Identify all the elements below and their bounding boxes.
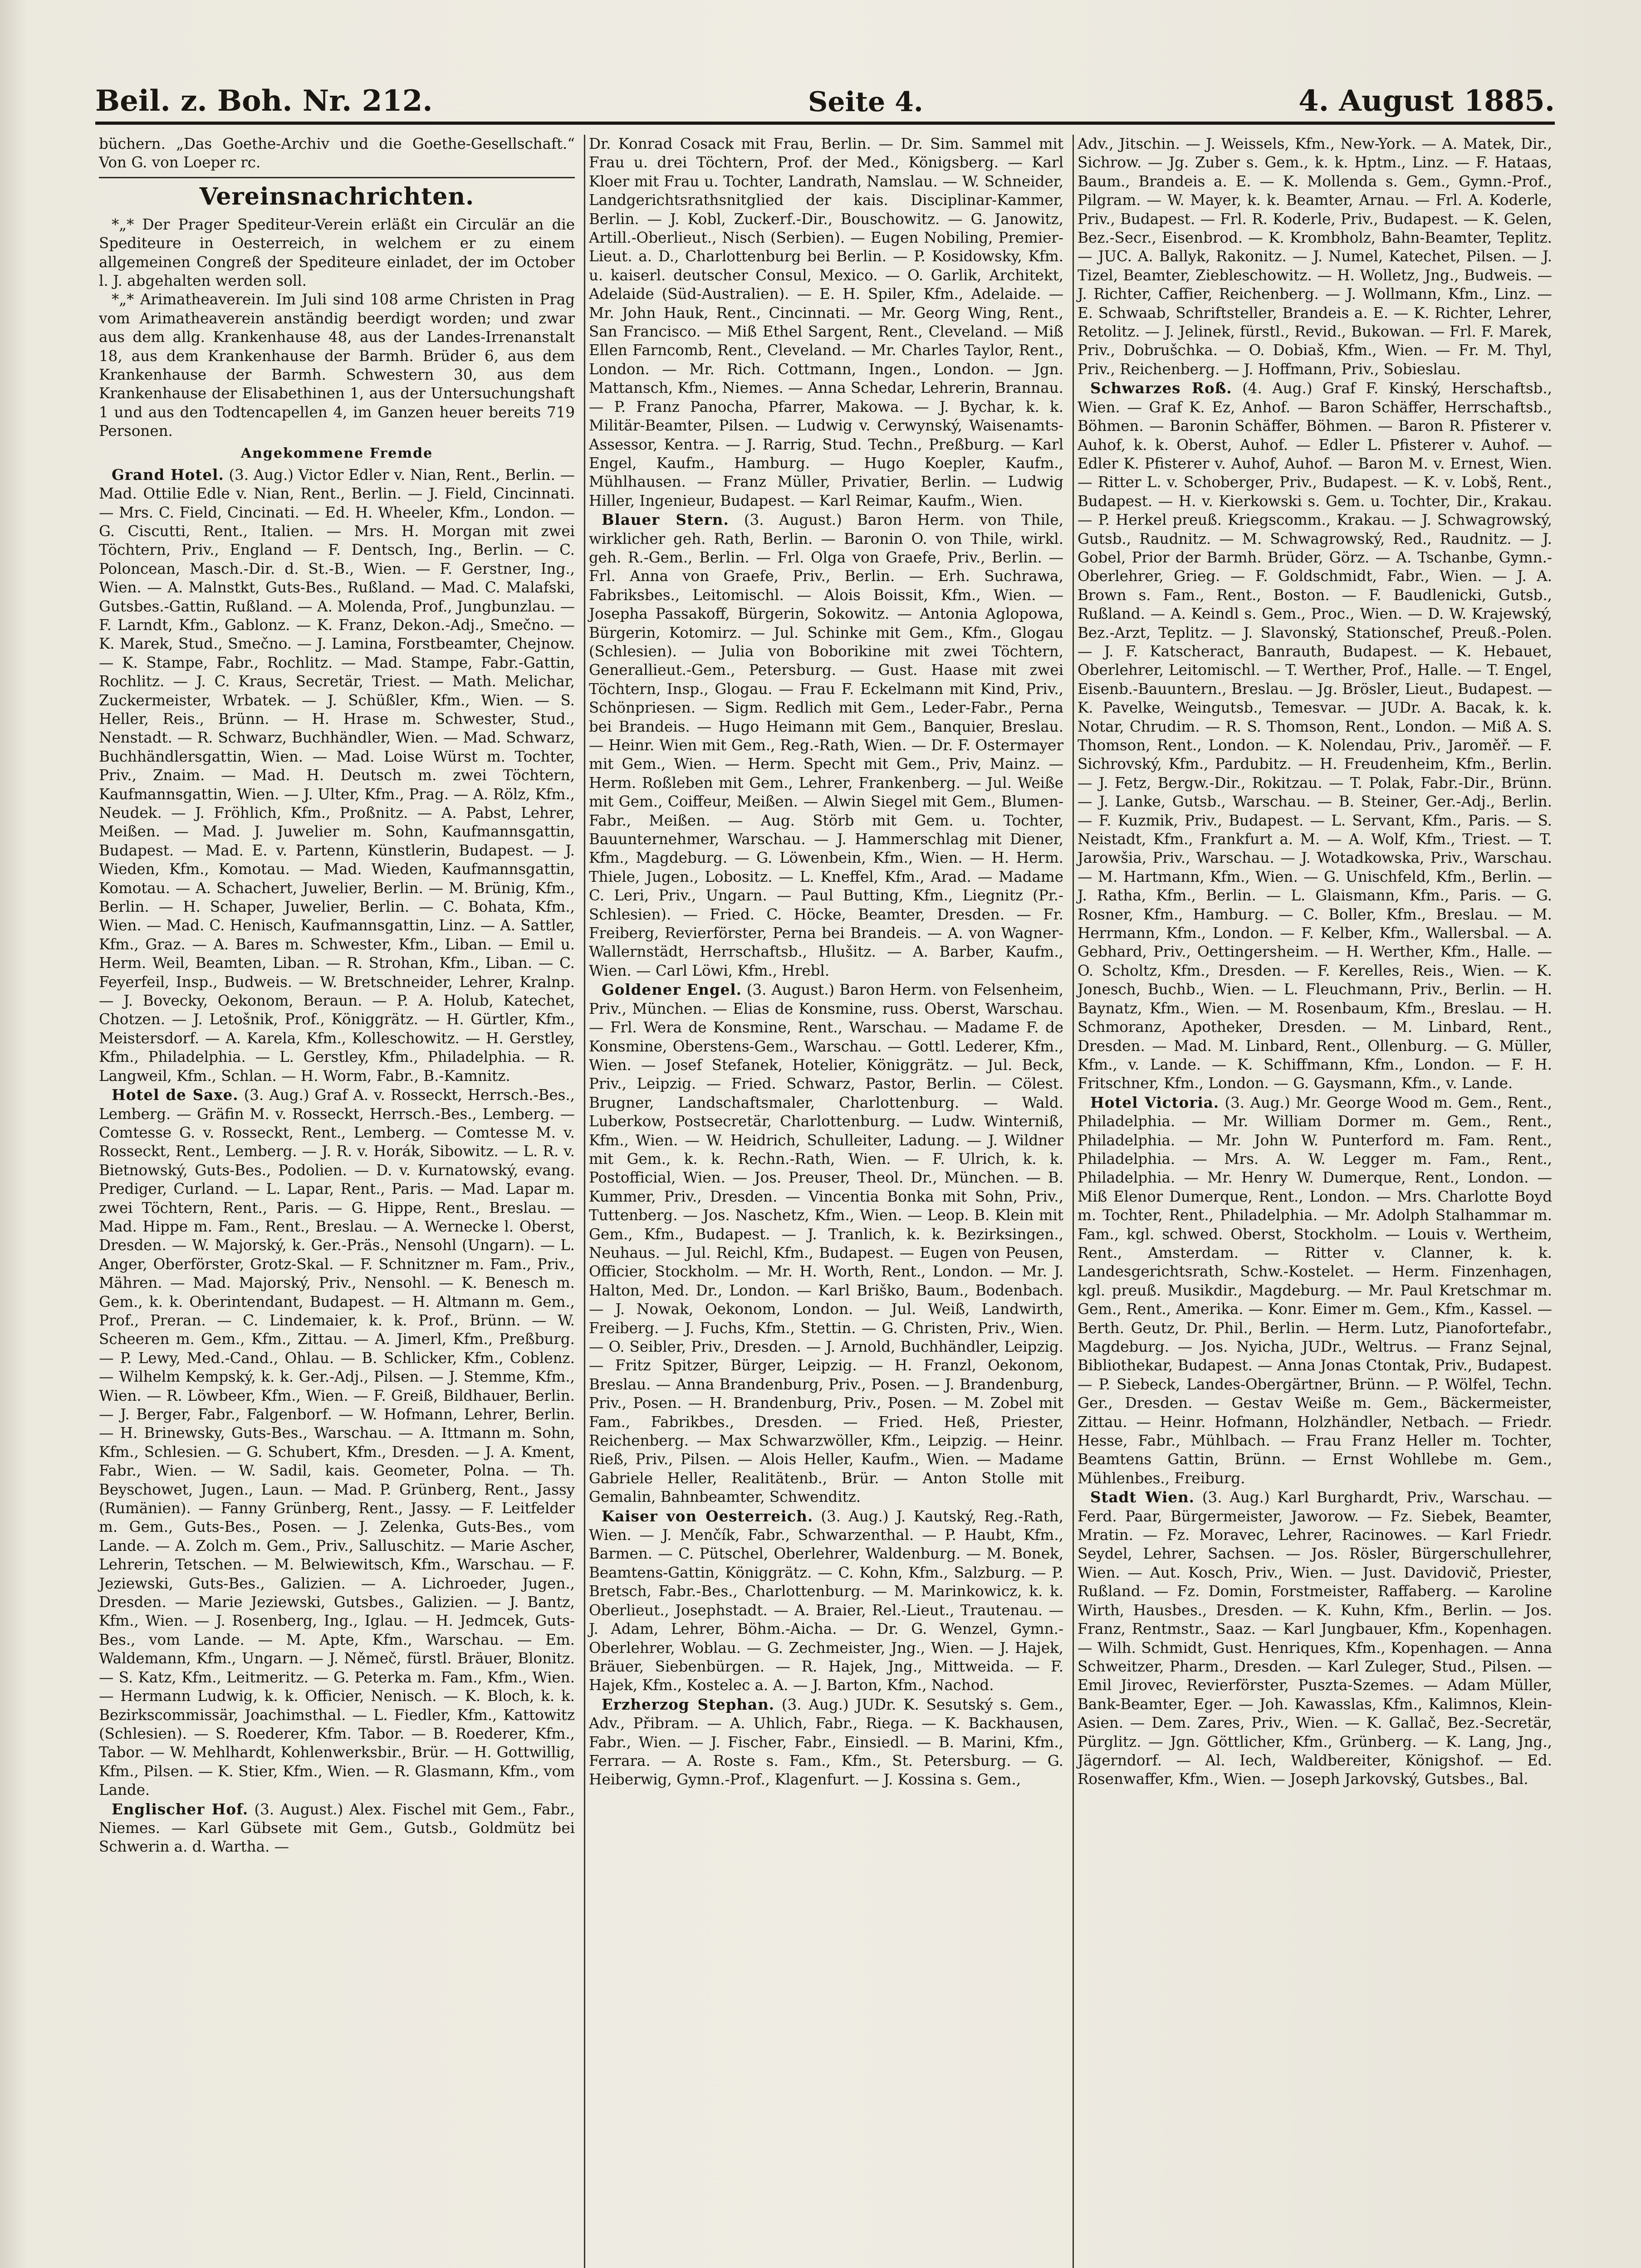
hotel-name: Stadt Wien. — [1090, 1488, 1195, 1506]
guest-list-continued: Adv., Jitschin. — J. Weissels, Kfm., New-York. — A. Matek, Dir., Sichrow. — Jg. Zuber s. Gem., k. k. Hptm., Linz. — F. Hataas, Baum., Brandeis a. E. — K. Mollenda s. Gem., Gymn.-Prof., Pilgram. — W. Mayer, k. k. Beamter, Arnau. — Frl. A. Koderle, Priv., Budapest. — Frl. R. Koderle, Priv., Budapest. — K. Gelen, Bez.-Secr., Eisenbrod. — K. Krombholz, Bahn-Beamter, Teplitz. — JUC. A. Ballyk, Rakonitz. — J. Numel, Katechet, Pilsen. — J. Tizel, Beamter, Ziebleschowitz. — H. Wolletz, Jng., Budweis. — J. Richter, Caffier, Reichenberg. — J. Wollmann, Kfm., Linz. — E. Schwaab, Schriftsteller, Brandeis a. E. — K. Richter, Lehrer, Retolitz. — J. Jelinek, fürstl., Revid., Bukowan. — Frl. F. Marek, Priv., Dobrušchka. — O. Dobiaš, Kfm., Wien. — Fr. M. Thyl, Priv., Reichenberg. — J. Hoffmann, Priv., Sobieslau. — [1078, 135, 1552, 378]
hotel-entry — [589, 1507, 1063, 1695]
hotel-name: Blauer Stern. — [602, 511, 729, 529]
hotel-guests: (3. Aug.) Karl Burghardt, Priv., Warschau. — Ferd. Paar, Bürgermeister, Jaworow. — Fz. Siebek, Beamter, Mratin. — Fz. Moravec, Lehrer, Racinowes. — Karl Friedr. Seydel, Lehrer, Sachsen. — Jos. Rösler, Bürgerschullehrer, Wien. — Aut. Kosch, Priv., Wien. — Just. Davidovič, Priester, Rußland. — Fz. Domin, Forstmeister, Raffaberg. — Karoline Wirth, Hausbes., Dresden. — K. Kuhn, Kfm., Berlin. — Jos. Franz, Rentmstr., Saaz. — Karl Jungbauer, Kfm., Kopenhagen. — Wilh. Schmidt, Gust. Henriques, Kfm., Kopenhagen. — Anna Schweitzer, Pharm., Dresden. — Karl Zuleger, Stud., Pilsen. — Emil Jirovec, Revierförster, Puszta-Szemes. — Adam Müller, Bank-Beamter, Eger. — Joh. Kawasslas, Kfm., Kalimnos, Klein-Asien. — Dem. Zares, Priv., Wien. — K. Gallač, Bez.-Secretär, Pürglitz. — Jgn. Göttlicher, Kfm., Grünberg. — K. Lang, Jng., Jägerndorf. — Al. Iech, Waldbereiter, Königshof. — Ed. Rosenwaffer, Kfm., Wien. — Joseph Jarkovský, Gutsbes., Bal. — [1078, 1489, 1552, 1788]
hotel-guests: (3. Aug.) Victor Edler v. Nian, Rent., Berlin. — Mad. Ottilie Edle v. Nian, Rent., Berlin. — J. Field, Cincinnati. — Mrs. C. Field, Cincinati. — Ed. H. Wheeler, Kfm., London. — G. Ciscutti, Rent., Italien. — Mrs. H. Morgan mit zwei Töchtern, Priv., England — F. Dentsch, Ing., Berlin. — C. Poloncean, Masch.-Dir. d. St.-B., Wien. — F. Gerstner, Ing., Wien. — A. Malnstkt, Guts-Bes., Rußland. — Mad. C. Malafski, Gutsbes.-Gattin, Rußland. — A. Molenda, Prof., Jungbunzlau. — F. Larndt, Kfm., Gablonz. — K. Franz, Dekon.-Adj., Smečno. — K. Marek, Stud., Smečno. — J. Lamina, Forstbeamter, Chejnow. — K. Stampe, Fabr., Rochlitz. — Mad. Stampe, Fabr.-Gattin, Rochlitz. — J. C. Kraus, Secretär, Triest. — Math. Melichar, Zuckermeister, Wrbatek. — J. Schüßler, Kfm., Wien. — S. Heller, Reis., Brünn. — H. Hrase m. Schwester, Stud., Nenstadt. — R. Schwarz, Buchhändler, Wien. — Mad. Schwarz, Buchhändlersgattin, Wien. — Mad. Loise Würst m. Tochter, Priv., Znaim. — Mad. H. Deutsch m. zwei Töchtern, Kaufmannsgattin, Wien. — J. Ulter, Kfm., Prag. — A. Rölz, Kfm., Neudek. — J. Fröhlich, Kfm., Proßnitz. — A. Pabst, Lehrer, Meißen. — Mad. J. Juwelier m. Sohn, Kaufmannsgattin, Budapest. — Mad. E. v. Partenn, Künstlerin, Budapest. — J. Wieden, Kfm., Komotau. — Mad. Wieden, Kaufmannsgattin, Komotau. — A. Schachert, Juwelier, Berlin. — M. Brünig, Kfm., Berlin. — H. Schaper, Juwelier, Berlin. — C. Bohata, Kfm., Wien. — Mad. C. Henisch, Kaufmannsgattin, Linz. — A. Sattler, Kfm., Graz. — A. Bares m. Schwester, Kfm., Liban. — Emil u. Herm. Weil, Beamten, Liban. — R. Strohan, Kfm., Liban. — C. Feyerfeil, Insp., Budweis. — W. Bretschneider, Lehrer, Kralnp. — J. Bovecky, Oekonom, Beraun. — P. A. Holub, Katechet, Chotzen. — J. Letošnik, Prof., Königgrätz. — H. Gürtler, Kfm., Meistersdorf. — A. Karela, Kfm., Kolleschowitz. — H. Gerstley, Kfm., Philadelphia. — L. Gerstley, Kfm., Philadelphia. — R. Langweil, Kfm., Schlan. — H. Worm, Fabr., B.-Kamnitz. — [99, 466, 575, 1085]
column-1 — [95, 135, 578, 2268]
hotel-entry — [99, 1085, 575, 1799]
hotel-guests: (3. August.) Baron Herm. von Felsenheim, Priv., München. — Elias de Konsmine, russ. Oberst, Warschau. — Frl. Wera de Konsmine, Rent., Warschau. — Madame F. de Konsmine, Oberstens-Gem., Warschau. — Gottl. Lederer, Kfm., Wien. — Josef Stefanek, Hotelier, Königgrätz. — Jul. Beck, Priv., Leipzig. — Fried. Schwarz, Pastor, Berlin. — Cölest. Brugner, Landschaftsmaler, Charlottenburg. — Wald. Luberkow, Postsecretär, Charlottenburg. — Ludw. Winterniß, Kfm., Wien. — W. Heidrich, Schulleiter, Ladung. — J. Wildner mit Gem., k. k. Rechn.-Rath, Wien. — F. Ulrich, k. k. Postofficial, Wien. — Jos. Preuser, Theol. Dr., München. — B. Kummer, Priv., Dresden. — Vincentia Bonka mit Sohn, Priv., Tuttenberg. — Jos. Naschetz, Kfm., Wien. — Leop. B. Klein mit Gem., Kfm., Budapest. — J. Tranlich, k. k. Bezirksingen., Neuhaus. — Jul. Reichl, Kfm., Budapest. — Eugen von Peusen, Officier, Stockholm. — Mr. H. Worth, Rent., London. — Mr. J. Halton, Med. Dr., London. — Karl Briško, Baum., Bodenbach. — J. Nowak, Oekonom, London. — Jul. Weiß, Landwirth, Freiberg. — J. Fuchs, Kfm., Stettin. — G. Christen, Priv., Wien. — O. Seibler, Priv., Dresden. — J. Arnold, Buchhändler, Leipzig. — Fritz Spitzer, Bürger, Leipzig. — H. Franzl, Oekonom, Breslau. — Anna Brandenburg, Priv., Posen. — J. Brandenburg, Priv., Posen. — H. Brandenburg, Priv., Posen. — M. Zobel mit Fam., Fabrikbes., Dresden. — Fried. Heß, Priester, Reichenberg. — Max Schwarzwöller, Kfm., Leipzig. — Heinr. Rieß, Priv., Pilsen. — Alois Heller, Kaufm., Wien. — Madame Gabriele Heller, Realitätenb., Brür. — Anton Stolle mit Gemalin, Bahnbeamter, Schwenditz. — [589, 981, 1063, 1506]
hotel-entry — [1078, 379, 1552, 1093]
notice-arimathea: *„* Arimatheaverein. Im Juli sind 108 arme Christen in Prag vom Arimatheaverein anständig beerdigt worden; und zwar aus dem allg. Krankenhause 48, aus der Landes-Irrenanstalt 18, aus dem Krankenhause der Barmh. Brüder 6, aus dem Krankenhause der Barmh. Schwestern 30, aus dem Krankenhause der Elisabethinen 1, aus der Untersuchungshaft 1 und aus den Todtencapellen 4, im Ganzen heuer bereits 719 Personen. — [99, 291, 575, 440]
hotel-name: Kaiser von Oesterreich. — [602, 1507, 813, 1525]
issue-label: Beil. z. Boh. Nr. 212. — [95, 84, 433, 118]
hotel-guests: (3. Aug.) Mr. George Wood m. Gem., Rent., Philadelphia. — Mr. William Dormer m. Gem., Rent., Philadelphia. — Mr. John W. Punterford m. Fam. Rent., Philadelphia. — Mrs. A. W. Legger m. Fam., Rent., Philadelphia. — Mr. Henry W. Dumerque, Rent., London. — Miß Elenor Dumerque, Rent., London. — Mrs. Charlotte Boyd m. Tochter, Rent., Philadelphia. — Mr. Adolph Stalhammar m. Fam., kgl. schwed. Oberst, Stockholm. — Louis v. Wertheim, Rent., Amsterdam. — Ritter v. Clanner, k. k. Landesgerichtsrath, Schw.-Kostelet. — Herm. Finzenhagen, kgl. preuß. Musikdir., Magdeburg. — Mr. Paul Kretschmar m. Gem., Rent., Amerika. — Konr. Eimer m. Gem., Kfm., Kassel. — Berth. Geutz, Dr. Phil., Berlin. — Herm. Lutz, Pianofortefabr., Magdeburg. — Jos. Nyicha, JUDr., Weltrus. — Franz Sejnal, Bibliothekar, Budapest. — Anna Jonas Ctontak, Priv., Budapest. — P. Siebeck, Landes-Obergärtner, Brünn. — P. Wölfel, Techn. Ger., Dresden. — Gestav Weiße m. Gem., Bäckermeister, Zittau. — Heinr. Hofmann, Holzhändler, Netbach. — Friedr. Hesse, Fabr., Mühlbach. — Frau Franz Heller m. Tochter, Beamtens Gattin, Brünn. — Ernst Wohllebe m. Gem., Mühlenbes., Freiburg. — [1078, 1094, 1553, 1487]
issue-date: 4. August 1885. — [1298, 84, 1555, 118]
hotel-guests: (3. Aug.) JUDr. K. Sesutský s. Gem., Adv., Přibram. — A. Uhlich, Fabr., Riega. — K. Backhausen, Fabr., Wien. — J. Fischer, Fabr., Einsiedl. — B. Marini, Kfm., Ferrara. — A. Roste s. Fam., Kfm., St. Petersburg. — G. Heiberwig, Gymn.-Prof., Klagenfurt. — J. Kossina s. Gem., — [589, 1696, 1063, 1789]
notice-spediteur: *„* Der Prager Spediteur-Verein erläßt ein Circulär an die Spediteure in Oesterreich, in welchem er zu einem allgemeinen Congreß der Spediteure einladet, der im October l. J. abgehalten werden soll. — [99, 215, 575, 290]
arrivals-title: Angekommene Fremde — [240, 445, 433, 461]
hotel-entry — [99, 465, 575, 1085]
hotel-entry — [589, 1695, 1063, 1789]
hotel-entry — [1078, 1093, 1552, 1488]
hotel-name: Erzherzog Stephan. — [602, 1695, 775, 1713]
hotel-name: Grand Hotel. — [112, 465, 224, 484]
hotel-guests: (3. August.) Alex. Fischel mit Gem., Fabr., Niemes. — Karl Gübsete mit Gem., Gutsb., Goldmütz bei Schwerin a. d. Wartha. — — [99, 1800, 575, 1856]
section-title: Vereinsnachrichten. — [199, 182, 475, 210]
hotel-name: Hotel Victoria. — [1090, 1093, 1220, 1111]
guest-list-continued: Dr. Konrad Cosack mit Frau, Berlin. — Dr. Sim. Sammel mit Frau u. drei Töchtern, Prof. der Med., Königsberg. — Karl Kloer mit Frau u. Tochter, Landrath, Namslau. — W. Schneider, Landgerichtsrathsnitglied der kais. Disciplinar-Kammer, Berlin. — J. Kobl, Zuckerf.-Dir., Bouschowitz. — G. Janowitz, Artill.-Oberlieut., Nisch (Serbien). — Eugen Nobiling, Premier-Lieut. a. D., Charlottenburg bei Berlin. — P. Kosidowsky, Kfm. u. kaiserl. deutscher Consul, Mexico. — O. Garlik, Architekt, Adelaide (Süd-Australien). — E. H. Spiler, Kfm., Adelaide. — Mr. John Hauk, Rent., Cincinnati. — Mr. Georg Wing, Rent., San Francisco. — Miß Ethel Sargent, Rent., Cleveland. — Miß Ellen Farncomb, Rent., Cleveland. — Mr. Charles Taylor, Rent., London. — Mr. Rich. Cottmann, Ingen., London. — Jgn. Mattansch, Kfm., Niemes. — Anna Schedar, Lehrerin, Brannau. — P. Franz Panocha, Pfarrer, Makowa. — J. Bychar, k. k. Militär-Beamter, Pilsen. — Ludwig v. Cerwynský, Waisenamts-Assessor, Kentra. — J. Rarrig, Stud. Techn., Preßburg. — Karl Engel, Kaufm., Hamburg. — Hugo Koepler, Kaufm., Mühlhausen. — Franz Müller, Privatier, Berlin. — Ludwig Hiller, Ingenieur, Budapest. — Karl Reimar, Kaufm., Wien. — [589, 135, 1063, 509]
column-3 — [1073, 135, 1556, 2268]
hotel-guests: (3. Aug.) J. Kautský, Reg.-Rath, Wien. — J. Menčík, Fabr., Schwarzenthal. — P. Haubt, Kfm., Barmen. — C. Pütschel, Oberlehrer, Waldenburg. — M. Bonek, Beamtens-Gattin, Königgrätz. — C. Kohn, Kfm., Salzburg. — P. Bretsch, Fabr.-Bes., Charlottenburg. — M. Marinkowicz, k. k. Oberlieut., Josephstadt. — A. Braier, Rel.-Lieut., Trautenau. — J. Adam, Lehrer, Böhm.-Aicha. — Dr. G. Wenzel, Gymn.-Oberlehrer, Woblau. — G. Zechmeister, Jng., Wien. — J. Hajek, Bräuer, Siebenbürgen. — R. Hajek, Jng., Mittweida. — F. Hajek, Kfm., Kostelec a. A. — J. Barton, Kfm., Nachod. — [589, 1507, 1063, 1694]
hotel-entry — [99, 1800, 575, 1857]
page-header — [95, 73, 1555, 125]
hotel-entry — [1078, 1488, 1552, 1789]
hotel-guests: (4. Aug.) Graf F. Kinský, Herschaftsb., Wien. — Graf K. Ez, Anhof. — Baron Schäffer, Herrschaftsb., Böhmen. — Baronin Schäffer, Böhmen. — Baron R. Pfisterer v. Auhof, k. k. Oberst, Auhof. — Edler L. Pfisterer v. Auhof. — Edler K. Pfisterer v. Auhof, Auhof. — Baron M. v. Ernest, Wien. — Ritter L. v. Schoberger, Priv., Budapest. — K. v. Lobš, Rent., Budapest. — H. v. Kierkowski s. Gem. u. Tochter, Dir., Krakau. — P. Herkel preuß. Kriegscomm., Krakau. — J. Schwagrowský, Gutsb., Raudnitz. — M. Schwagrowský, Red., Raudnitz. — J. Gobel, Prior der Barmh. Brüder, Görz. — A. Tschanbe, Gymn.-Oberlehrer, Grieg. — F. Goldschmidt, Fabr., Wien. — J. A. Brown s. Fam., Rent., Boston. — F. Baudlenicki, Gutsb., Rußland. — A. Keindl s. Gem., Proc., Wien. — D. W. Krajewský, Bez.-Arzt, Teplitz. — J. Slavonský, Stationschef, Preuß.-Polen. — J. F. Katscheract, Banrauth, Budapest. — K. Hebauet, Oberlehrer, Leitomischl. — T. Werther, Prof., Halle. — T. Engel, Eisenb.-Bauuntern., Breslau. — Jg. Brösler, Lieut., Budapest. — K. Pavelke, Weingutsb., Temesvar. — JUDr. A. Bacak, k. k. Notar, Chrudim. — R. S. Thomson, Rent., London. — Miß A. S. Thomson, Rent., London. — K. Nolendau, Priv., Jaroměř. — F. Sichrovský, Kfm., Pardubitz. — H. Freudenheim, Kfm., Berlin. — J. Fetz, Bergw.-Dir., Rokitzau. — T. Polak, Fabr.-Dir., Brünn. — J. Lanke, Gutsb., Warschau. — B. Steiner, Ger.-Adj., Berlin. — F. Kuzmik, Priv., Budapest. — L. Servant, Kfm., Paris. — S. Neistadt, Kfm., Frankfurt a. M. — A. Wolf, Kfm., Triest. — T. Jarowšia, Priv., Warschau. — J. Wotadkowska, Priv., Warschau. — M. Hartmann, Kfm., Wien. — G. Unischfeld, Kfm., Berlin. — J. Ratha, Kfm., Berlin. — L. Glaismann, Kfm., Paris. — G. Rosner, Kfm., Hamburg. — C. Boller, Kfm., Breslau. — M. Herrmann, Kfm., London. — F. Kelber, Kfm., Wallersbal. — A. Gebhard, Priv., Oettingersheim. — H. Werther, Kfm., Halle. — O. Scholtz, Kfm., Dresden. — F. Kerelles, Reis., Wien. — K. Jonesch, Buchb., Wien. — L. Fleuchmann, Priv., Berlin. — H. Baynatz, Kfm., Wien. — M. Rosenbaum, Kfm., Breslau. — H. Schmoranz, Apotheker, Dresden. — M. Linbard, Rent., Dresden. — Mad. M. Linbard, Rent., Ollenburg. — G. Müller, Kfm., v. Lande. — K. Schiffmann, Kfm., London. — F. H. Fritschner, Kfm., London. — G. Gaysmann, Kfm., v. Lande. — [1078, 380, 1552, 1092]
page-number: Seite 4. — [808, 86, 923, 118]
hotel-guests: (3. Aug.) Graf A. v. Rosseckt, Herrsch.-Bes., Lemberg. — Gräfin M. v. Rosseckt, Herrsch.-Bes., Lemberg. — Comtesse G. v. Rosseckt, Rent., Lemberg. — Comtesse M. v. Rosseckt, Rent., Lemberg. — J. R. v. Horák, Sibowitz. — L. R. v. Bietnowský, Guts-Bes., Podolien. — D. v. Kurnatowský, evang. Prediger, Curland. — L. Lapar, Rent., Paris. — Mad. Lapar m. zwei Töchtern, Rent., Paris. — G. Hippe, Rent., Breslau. — Mad. Hippe m. Fam., Rent., Breslau. — A. Wernecke l. Oberst, Dresden. — W. Majorský, k. Ger.-Präs., Nensohl (Ungarn). — L. Anger, Oberförster, Grotz-Skal. — F. Schnitzner m. Fam., Priv., Mähren. — Mad. Majorský, Priv., Nensohl. — K. Benesch m. Gem., k. k. Oberintendant, Budapest. — H. Altmann m. Gem., Prof., Preran. — C. Lindemaier, k. k. Prof., Brünn. — W. Scheeren m. Gem., Kfm., Zittau. — A. Jimerl, Kfm., Preßburg. — P. Lewy, Med.-Cand., Ohlau. — B. Schlicker, Kfm., Coblenz. — Wilhelm Kempský, k. k. Ger.-Adj., Pilsen. — J. Stemme, Kfm., Wien. — R. Löwbeer, Kfm., Wien. — F. Greiß, Bildhauer, Berlin. — J. Berger, Fabr., Falgenborf. — W. Hofmann, Lehrer, Berlin. — H. Brinewsky, Guts-Bes., Warschau. — A. Ittmann m. Sohn, Kfm., Schlesien. — G. Schubert, Kfm., Dresden. — J. A. Kment, Fabr., Wien. — W. Sadil, kais. Geometer, Polna. — Th. Beyschowet, Jugen., Laun. — Mad. P. Grünberg, Rent., Jassy (Rumänien). — Fanny Grünberg, Rent., Jassy. — F. Leitfelder m. Gem., Guts-Bes., Posen. — J. Zelenka, Guts-Bes., vom Lande. — A. Zolch m. Gem., Priv., Salluschitz. — Marie Ascher, Lehrerin, Tetschen. — M. Belwiewitsch, Kfm., Warschau. — F. Jeziewski, Guts-Bes., Galizien. — A. Lichroeder, Jugen., Dresden. — Marie Jeziewski, Gutsbes., Galizien. — J. Bantz, Kfm., Wien. — J. Rosenberg, Ing., Iglau. — H. Jedmcek, Guts-Bes., vom Lande. — M. Apte, Kfm., Warschau. — Em. Waldemann, Kfm., Ungarn. — J. Němeč, fürstl. Bräuer, Blonitz. — S. Katz, Kfm., Leitmeritz. — G. Peterka m. Fam., Kfm., Wien. — Hermann Ludwig, k. k. Officier, Nenisch. — K. Bloch, k. k. Bezirkscommissär, Joachimsthal. — L. Fiedler, Kfm., Kattowitz (Schlesien). — S. Roederer, Kfm. Tabor. — B. Roederer, Kfm., Tabor. — W. Mehlhardt, Kohlenwerksbir., Brür. — H. Gottwillig, Kfm., Pilsen. — K. Stier, Kfm., Wien. — R. Glasmann, Kfm., vom Lande. — [99, 1086, 575, 1799]
hotel-entry — [589, 510, 1063, 980]
hotel-name: Hotel de Saxe. — [112, 1086, 239, 1104]
column-2 — [584, 135, 1067, 2268]
hotel-entry — [589, 980, 1063, 1506]
hotel-name: Goldener Engel. — [602, 981, 742, 999]
hotel-name: Englischer Hof. — [112, 1800, 249, 1818]
hotel-name: Schwarzes Roß. — [1090, 379, 1232, 397]
columns — [95, 135, 1555, 2268]
divider — [99, 177, 575, 178]
hotel-guests: (3. August.) Baron Herm. von Thile, wirklicher geh. Rath, Berlin. — Baronin O. von Thile, wirkl. geh. R.-Gem., Berlin. — Frl. Olga von Graefe, Priv., Berlin. — Frl. Anna von Graefe, Priv., Berlin. — Erh. Suchrawa, Fabriksbes., Leitomischl. — Alois Boissit, Kfm., Wien. — Josepha Passakoff, Bürgerin, Sokowitz. — Antonia Aglopowa, Bürgerin, Kotomirz. — Jul. Schinke mit Gem., Kfm., Glogau (Schlesien). — Julia von Boborikine mit zwei Töchtern, Generallieut.-Gem., Petersburg. — Gust. Haase mit zwei Töchtern, Insp., Glogau. — Frau F. Eckelmann mit Kind, Priv., Schönpriesen. — Sigm. Redlich mit Gem., Leder-Fabr., Perna bei Brandeis. — Hugo Heimann mit Gem., Banquier, Breslau. — Heinr. Wien mit Gem., Reg.-Rath, Wien. — Dr. F. Ostermayer mit Gem., Wien. — Herm. Specht mit Gem., Priv, Mainz. — Herm. Roßleben mit Gem., Lehrer, Frankenberg. — Jul. Weiße mit Gem., Coiffeur, Meißen. — Alwin Siegel mit Gem., Blumen-Fabr., Meißen. — Aug. Störb mit Gem. u. Tochter, Bauunternehmer, Warschau. — J. Hammerschlag mit Diener, Kfm., Magdeburg. — G. Löwenbein, Kfm., Wien. — H. Herm. Thiele, Jugen., Lobositz. — L. Kneffel, Kfm., Arad. — Madame C. Leri, Priv., Ungarn. — Paul Butting, Kfm., Liegnitz (Pr.-Schlesien). — Fried. C. Höcke, Beamter, Dresden. — Fr. Freiberg, Revierförster, Perna bei Brandeis. — A. von Wagner-Wallernstädt, Herrschaftsb., Hlušitz. — A. Barber, Kaufm., Wien. — Carl Löwi, Kfm., Hrebl. — [589, 511, 1063, 979]
intro-paragraph: büchern. „Das Goethe-Archiv und die Goethe-Gesellschaft.“ Von G. von Loeper rc. — [99, 135, 575, 171]
